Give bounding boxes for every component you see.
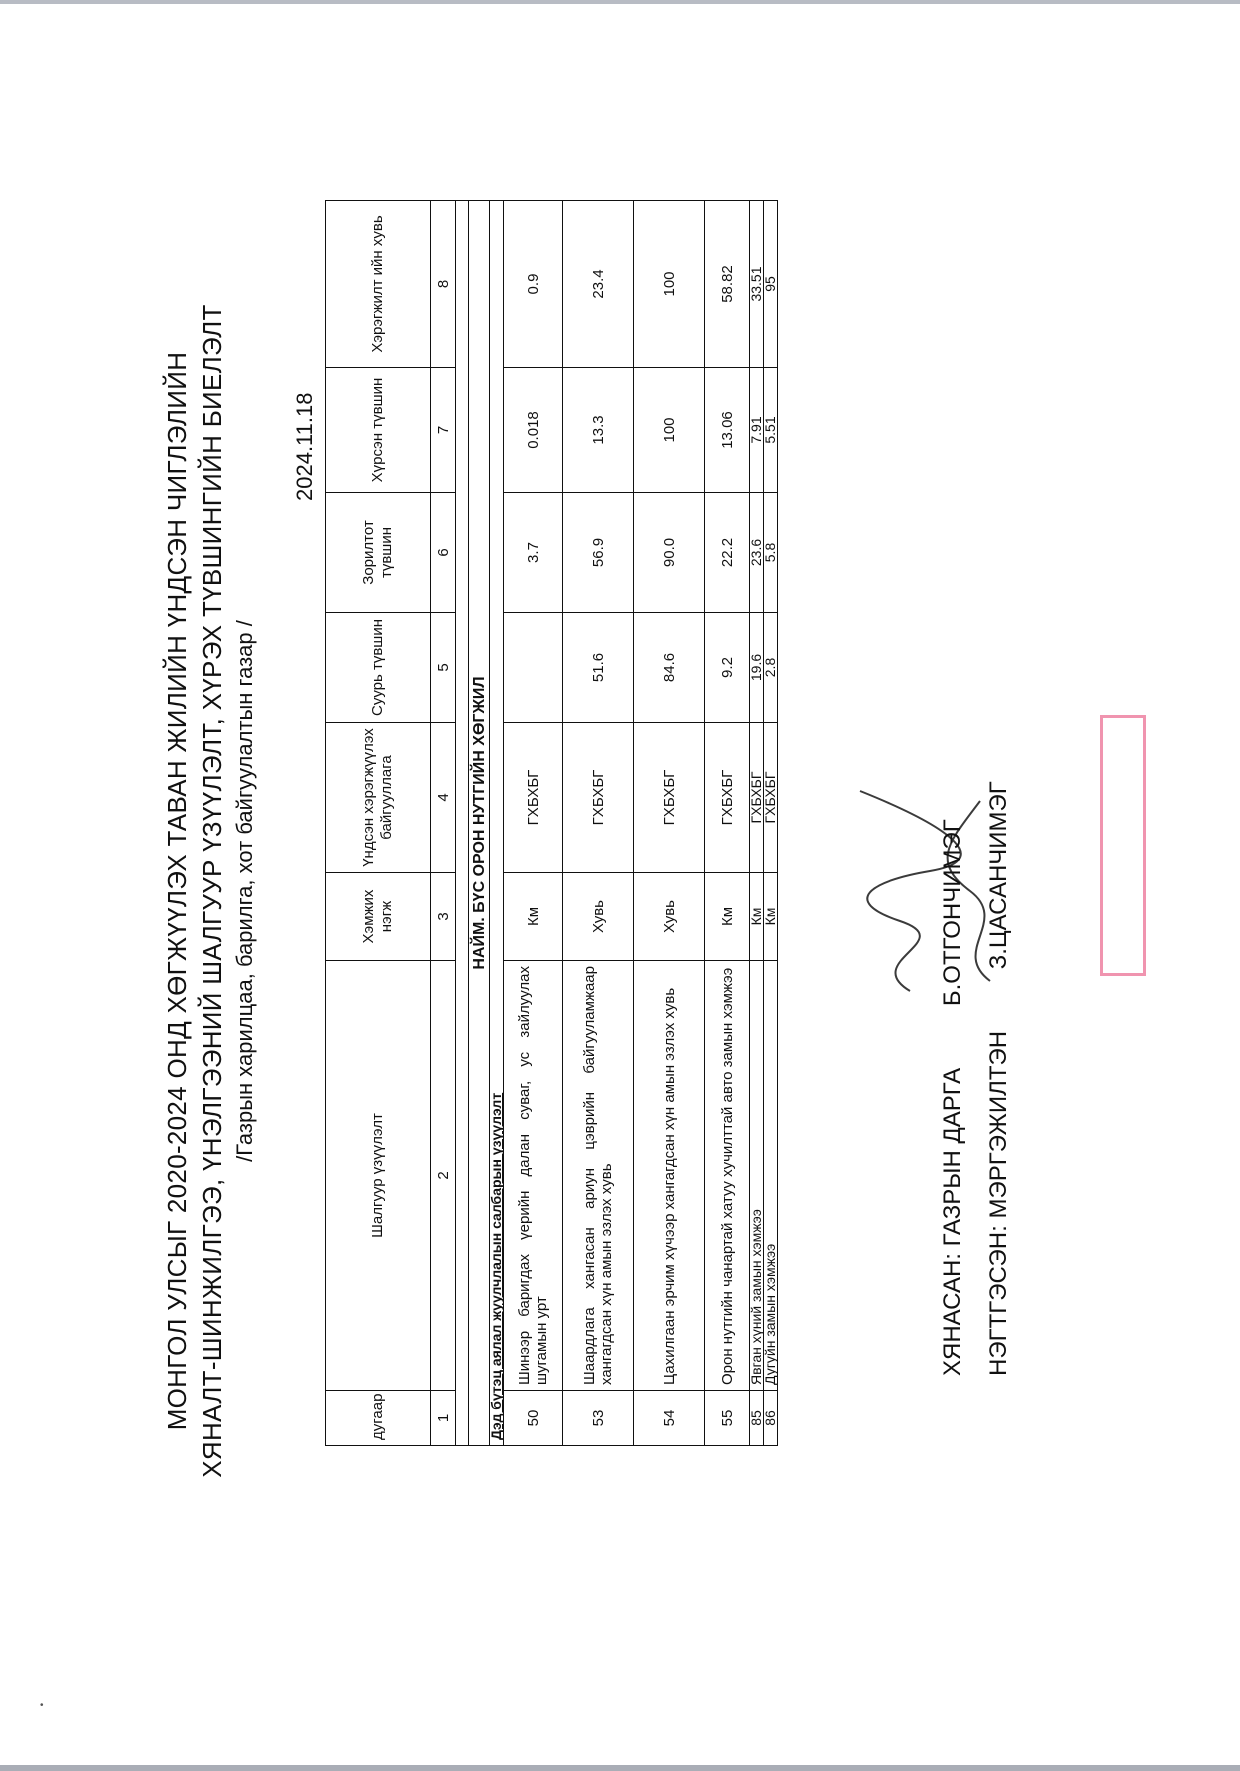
checked-by-name: Б.ОТГОНЧИМЭГ	[939, 819, 966, 1007]
table-row	[705, 201, 750, 1446]
base-cell: 19.6	[750, 613, 764, 723]
org-cell: ГХБХБГ	[504, 723, 563, 873]
compiled-by-label: НЭГТГЭСЭН: МЭРГЭЖИЛТЭН	[985, 1030, 1012, 1376]
header-cell: дугаар	[326, 1391, 431, 1446]
indicator-cell: Орон нутгийн чанартай хатуу хучилттай авто замын хэмжээ	[705, 961, 750, 1391]
target-cell: 5.8	[764, 493, 778, 613]
indicator-cell: Шинээр баригдах үерийн далан суваг, ус зайлуулах шугамын урт	[504, 961, 563, 1391]
base-cell: 51.6	[563, 613, 634, 723]
header-cell: Хэрэгжилт ийн хувь	[326, 201, 431, 368]
percent-cell: 23.4	[563, 201, 634, 368]
document-subtitle: /Газрын харилцаа, барилга, хот байгуулалтын газар /	[232, 620, 257, 1162]
unit-cell: Км	[764, 873, 778, 961]
indicator-table-wrap	[325, 201, 778, 1446]
achieved-cell: 13.06	[705, 368, 750, 493]
header-cell: Шалгуур үзүүлэлт	[326, 961, 431, 1391]
target-cell: 3.7	[504, 493, 563, 613]
percent-cell: 58.82	[705, 201, 750, 368]
header-cell: Үндсэн хэрэгжүүлэх байгууллага	[326, 723, 431, 873]
official-stamp	[1100, 715, 1146, 976]
org-cell: ГХБХБГ	[705, 723, 750, 873]
achieved-cell: 5.51	[764, 368, 778, 493]
achieved-cell: 0.018	[504, 368, 563, 493]
achieved-cell: 7.91	[750, 368, 764, 493]
signature-block	[930, 781, 1022, 1376]
column-number: 8	[431, 201, 456, 368]
compiled-by-name: З.ЦАСАНЧИМЭГ	[985, 781, 1012, 970]
target-cell: 23.6	[750, 493, 764, 613]
report-date: 2024.11.18	[292, 392, 317, 501]
base-cell	[504, 613, 563, 723]
row-number: 54	[634, 1391, 705, 1446]
row-number: 86	[764, 1391, 778, 1446]
column-number: 7	[431, 368, 456, 493]
unit-cell: Хувь	[634, 873, 705, 961]
org-cell: ГХБХБГ	[563, 723, 634, 873]
indicator-cell: Шаардлага хангасан ариун цэврийн байгууламжаар хангагдсан хүн амын эзлэх хувь	[563, 961, 634, 1391]
header-cell: Хэмжих нэгж	[326, 873, 431, 961]
table-row	[504, 201, 563, 1446]
section-title: НАЙМ. БҮС ОРОН НУТГИЙН ХӨГЖИЛ	[469, 201, 490, 1446]
spacer-cell	[456, 201, 469, 1446]
base-cell: 84.6	[634, 613, 705, 723]
indicator-cell: Явган хүний замын хэмжээ	[750, 961, 764, 1391]
percent-cell: 33.51	[750, 201, 764, 368]
subsection-title: Дэд бүтэц аялал жуулчлалын салбарын үзүүлэлт	[490, 201, 504, 1446]
org-cell: ГХБХБГ	[634, 723, 705, 873]
indicator-table	[325, 200, 778, 1446]
column-number: 4	[431, 723, 456, 873]
percent-cell: 100	[634, 201, 705, 368]
row-number: 55	[705, 1391, 750, 1446]
unit-cell: Хувь	[563, 873, 634, 961]
header-cell: Хүрсэн түвшин	[326, 368, 431, 493]
column-number: 1	[431, 1391, 456, 1446]
document-title-line2: ХЯНАЛТ-ШИНЖИЛГЭЭ, ҮНЭЛГЭЭНИЙ ШАЛГУУР ҮЗҮҮЛЭЛТ, ХҮРЭХ ТҮВШИНГИЙН БИЕЛЭЛТ	[197, 304, 227, 1478]
table-row	[764, 201, 778, 1446]
column-number: 6	[431, 493, 456, 613]
unit-cell: Км	[750, 873, 764, 961]
document-title-line1: МОНГОЛ УЛСЫГ 2020-2024 ОНД ХӨГЖҮҮЛЭХ ТАВАН ЖИЛИЙН ҮНДСЭН ЧИГЛЭЛИЙН	[162, 351, 192, 1431]
compiled-by-row	[976, 781, 1022, 1376]
indicator-cell: Дугуйн замын хэмжээ	[764, 961, 778, 1391]
target-cell: 56.9	[563, 493, 634, 613]
subsection-row	[490, 201, 504, 1446]
achieved-cell: 13.3	[563, 368, 634, 493]
header-row	[326, 201, 431, 1446]
percent-cell: 95	[764, 201, 778, 368]
row-number: 53	[563, 1391, 634, 1446]
checked-by-row	[930, 781, 976, 1376]
table-row	[634, 201, 705, 1446]
header-cell: Зорилтот түвшин	[326, 493, 431, 613]
target-cell: 22.2	[705, 493, 750, 613]
column-number-row	[431, 201, 456, 1446]
header-cell: Суурь түвшин	[326, 613, 431, 723]
checked-by-label: ХЯНАСАН: ГАЗРЫН ДАРГА	[939, 1067, 966, 1376]
row-number: 85	[750, 1391, 764, 1446]
column-number: 2	[431, 961, 456, 1391]
section-row	[469, 201, 490, 1446]
indicator-cell: Цахилгаан эрчим хүчээр хангагдсан хүн амын эзлэх хувь	[634, 961, 705, 1391]
base-cell: 2.8	[764, 613, 778, 723]
org-cell: ГХБХБГ	[764, 723, 778, 873]
percent-cell: 0.9	[504, 201, 563, 368]
base-cell: 9.2	[705, 613, 750, 723]
spacer-row	[456, 201, 469, 1446]
achieved-cell: 100	[634, 368, 705, 493]
scan-speck: •	[40, 1700, 44, 1711]
target-cell: 90.0	[634, 493, 705, 613]
row-number: 50	[504, 1391, 563, 1446]
unit-cell: Км	[705, 873, 750, 961]
table-row	[563, 201, 634, 1446]
column-number: 5	[431, 613, 456, 723]
document-header	[160, 241, 260, 1541]
org-cell: ГХБХБГ	[750, 723, 764, 873]
unit-cell: Км	[504, 873, 563, 961]
column-number: 3	[431, 873, 456, 961]
